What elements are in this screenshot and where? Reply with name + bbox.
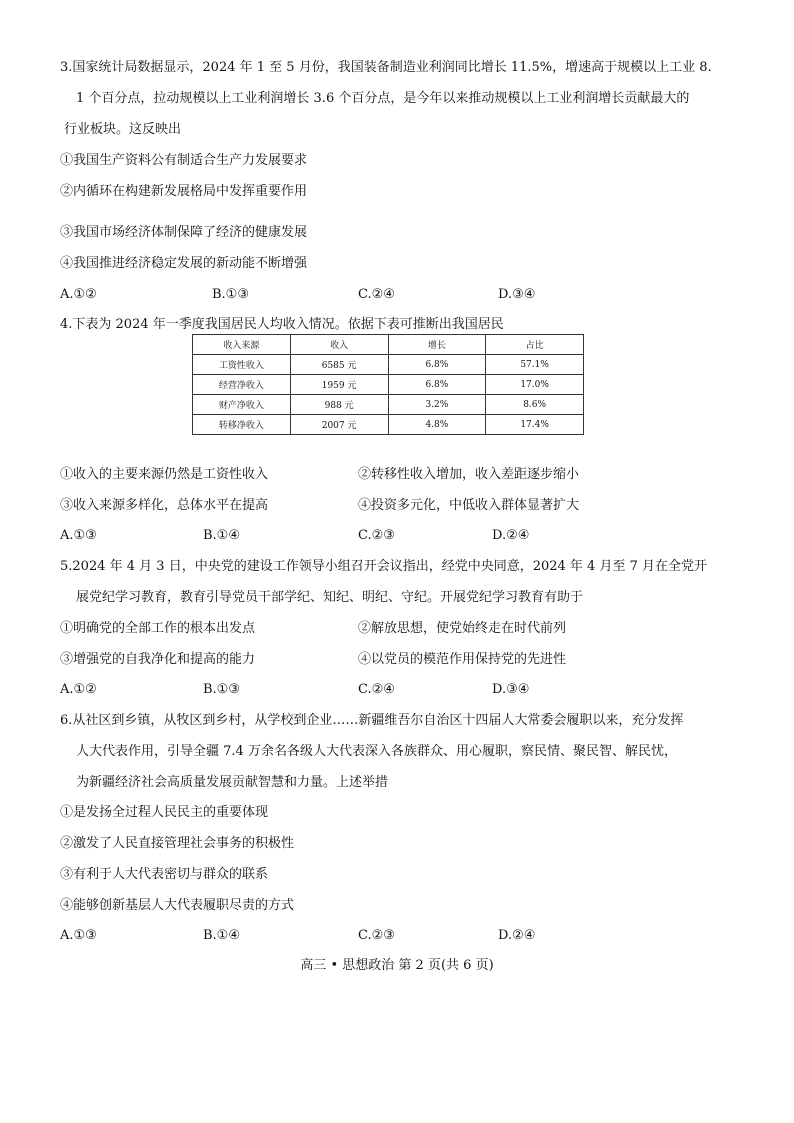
- q3-option: ③我国市场经济体制保障了经济的健康发展: [60, 225, 308, 240]
- table-cell: 6.8%: [388, 375, 486, 395]
- q3-stem-line: 3.国家统计局数据显示，2024 年 1 至 5 月份，我国装备制造业利润同比增长 11.5%，增速高于规模以上工业 8.: [60, 60, 712, 75]
- q4-option: ②转移性收入增加，收入差距逐步缩小: [358, 467, 580, 482]
- table-cell: 8.6%: [486, 395, 584, 415]
- q3-choice-c[interactable]: C.②④: [358, 287, 395, 302]
- table-cell: 转移净收入: [193, 415, 291, 435]
- q3-choice-b[interactable]: B.①③: [212, 287, 249, 302]
- income-table: [192, 334, 584, 435]
- q3-option: ②内循环在构建新发展格局中发挥重要作用: [60, 184, 308, 199]
- q3-stem-line: 1 个百分点，拉动规模以上工业利润增长 3.6 个百分点，是今年以来推动规模以上工业利润增长贡献最大的: [76, 91, 690, 106]
- q4-choice-a[interactable]: A.①③: [60, 528, 97, 543]
- table-cell: 2007 元: [290, 415, 388, 435]
- q3-stem-line: 行业板块。这反映出: [64, 122, 182, 137]
- table-cell: 17.4%: [486, 415, 584, 435]
- q6-stem-line: 6.从社区到乡镇，从牧区到乡村，从学校到企业……新疆维吾尔自治区十四届人大常委会履职以来，充分发挥: [60, 713, 684, 728]
- q6-choice-d[interactable]: D.②④: [498, 928, 536, 943]
- q5-choice-b[interactable]: B.①③: [203, 682, 240, 697]
- table-cell: 6.8%: [388, 355, 486, 375]
- q5-choice-d[interactable]: D.③④: [492, 682, 530, 697]
- table-cell: 1959 元: [290, 375, 388, 395]
- q3-choice-d[interactable]: D.③④: [498, 287, 536, 302]
- table-cell: 6585 元: [290, 355, 388, 375]
- q6-stem-line: 人大代表作用，引导全疆 7.4 万余名各级人大代表深入各族群众、用心履职，察民情、聚民智、解民忧，: [76, 744, 677, 759]
- q6-choice-c[interactable]: C.②③: [358, 928, 395, 943]
- q6-option: ②激发了人民直接管理社会事务的积极性: [60, 836, 295, 851]
- table-cell: 17.0%: [486, 375, 584, 395]
- table-cell: 988 元: [290, 395, 388, 415]
- table-cell: 57.1%: [486, 355, 584, 375]
- q4-option: ④投资多元化，中低收入群体显著扩大: [358, 498, 580, 513]
- q5-choice-a[interactable]: A.①②: [60, 682, 97, 697]
- q4-choice-b[interactable]: B.①④: [203, 528, 240, 543]
- income-table-header: 收入: [290, 335, 388, 355]
- q6-option: ③有利于人大代表密切与群众的联系: [60, 867, 269, 882]
- q3-choice-a[interactable]: A.①②: [60, 287, 97, 302]
- table-cell: 4.8%: [388, 415, 486, 435]
- table-row: [193, 395, 584, 415]
- income-table-header: 占比: [486, 335, 584, 355]
- q4-option: ①收入的主要来源仍然是工资性收入: [60, 467, 269, 482]
- q5-stem-line: 5.2024 年 4 月 3 日，中央党的建设工作领导小组召开会议指出，经党中央同意，2024 年 4 月至 7 月在全党开: [60, 559, 707, 574]
- table-row: [193, 415, 584, 435]
- q3-option: ①我国生产资料公有制适合生产力发展要求: [60, 153, 308, 168]
- q5-stem-line: 展党纪学习教育，教育引导党员干部学纪、知纪、明纪、守纪。开展党纪学习教育有助于: [76, 590, 584, 605]
- q6-stem-line: 为新疆经济社会高质量发展贡献智慧和力量。上述举措: [76, 775, 389, 790]
- q5-option: ③增强党的自我净化和提高的能力: [60, 652, 256, 667]
- income-table-header: 增长: [388, 335, 486, 355]
- table-row: [193, 355, 584, 375]
- q6-option: ①是发扬全过程人民民主的重要体现: [60, 805, 269, 820]
- q4-choice-c[interactable]: C.②③: [358, 528, 395, 543]
- table-cell: 财产净收入: [193, 395, 291, 415]
- table-cell: 工资性收入: [193, 355, 291, 375]
- q6-choice-a[interactable]: A.①③: [60, 928, 97, 943]
- q5-option: ④以党员的模范作用保持党的先进性: [358, 652, 567, 667]
- income-table-header: 收入来源: [193, 335, 291, 355]
- page-footer: 高三 • 思想政治 第 2 页(共 6 页): [300, 958, 494, 973]
- table-row: [193, 375, 584, 395]
- q5-option: ②解放思想，使党始终走在时代前列: [358, 621, 567, 636]
- q5-choice-c[interactable]: C.②④: [358, 682, 395, 697]
- table-cell: 3.2%: [388, 395, 486, 415]
- q4-stem: 4.下表为 2024 年一季度我国居民人均收入情况。依据下表可推断出我国居民: [60, 317, 504, 332]
- table-cell: 经营净收入: [193, 375, 291, 395]
- income-table-header-row: [193, 335, 584, 355]
- q5-option: ①明确党的全部工作的根本出发点: [60, 621, 256, 636]
- q3-option: ④我国推进经济稳定发展的新动能不断增强: [60, 256, 308, 271]
- q6-choice-b[interactable]: B.①④: [203, 928, 240, 943]
- q6-option: ④能够创新基层人大代表履职尽责的方式: [60, 898, 295, 913]
- q4-choice-d[interactable]: D.②④: [492, 528, 530, 543]
- q4-option: ③收入来源多样化，总体水平在提高: [60, 498, 269, 513]
